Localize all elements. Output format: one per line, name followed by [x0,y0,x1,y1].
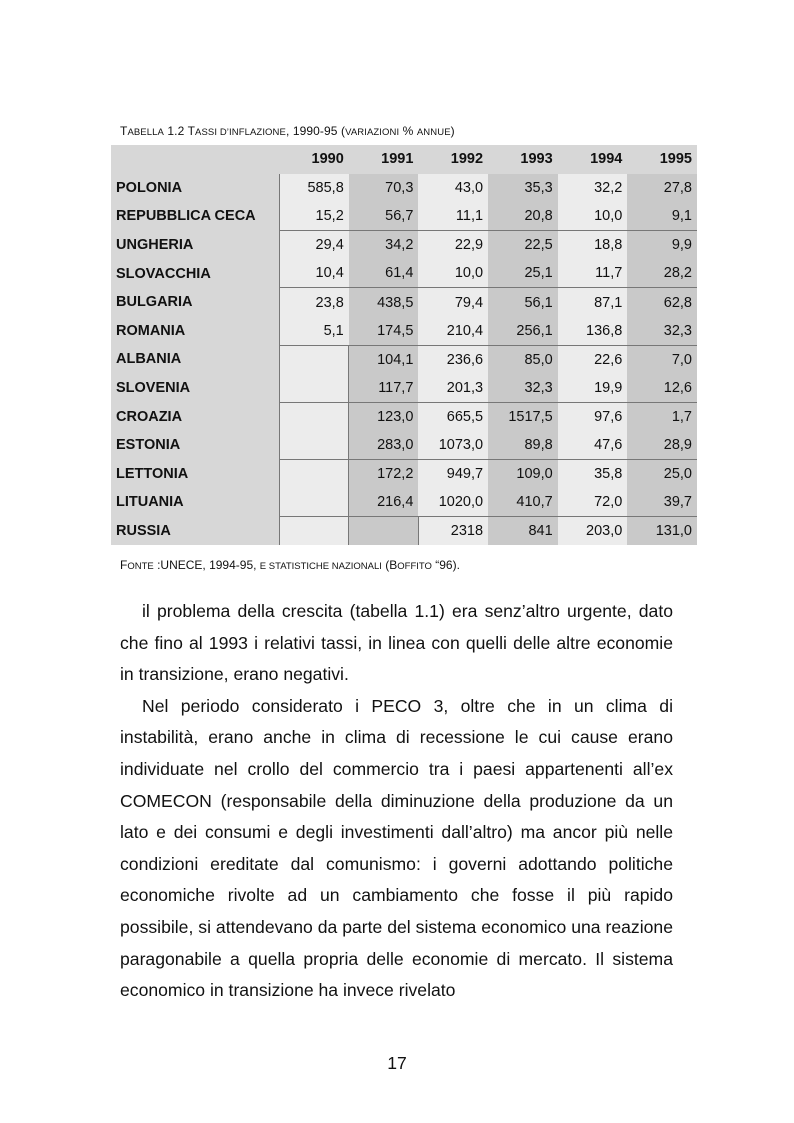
caption-text: VARIAZIONI [345,127,400,138]
value-cell: 89,8 [488,431,558,460]
source-text: OFFITO [397,561,432,572]
value-cell: 172,2 [349,460,419,489]
source-text: ONTE [127,561,154,572]
caption-text: 1.2 [163,124,188,138]
value-cell [279,345,349,374]
year-header: 1993 [488,145,558,174]
value-cell: 117,7 [349,374,419,403]
country-cell: BULGARIA [111,288,279,317]
table-caption [120,124,455,138]
country-cell: LITUANIA [111,488,279,517]
value-cell: 35,3 [488,174,558,203]
table-row [111,460,697,489]
table-row [111,517,697,546]
value-cell: 18,8 [558,231,628,260]
country-cell: ROMANIA [111,317,279,346]
table-row [111,345,697,374]
country-cell: CROAZIA [111,402,279,431]
value-cell: 97,6 [558,402,628,431]
table-source [120,558,460,572]
caption-text: ) [450,124,455,138]
country-cell: REPUBBLICA CECA [111,202,279,231]
table-row [111,259,697,288]
value-cell: 2318 [418,517,488,546]
source-text: “96). [431,558,460,572]
value-cell: 56,1 [488,288,558,317]
paragraph: il problema della crescita (tabella 1.1) era senz’altro urgente, dato che fino al 1993 i relativi tassi, in linea con quelli delle altre economie in transizione, erano negativi. [120,601,673,685]
value-cell: 56,7 [349,202,419,231]
value-cell: 109,0 [488,460,558,489]
source-text: :UNECE, 1994-95, [153,558,260,572]
table-row [111,288,697,317]
value-cell: 585,8 [279,174,349,203]
value-cell: 32,3 [627,317,697,346]
year-header: 1994 [558,145,628,174]
value-cell: 210,4 [418,317,488,346]
value-cell [349,517,419,546]
value-cell: 236,6 [418,345,488,374]
value-cell: 72,0 [558,488,628,517]
country-cell: SLOVACCHIA [111,259,279,288]
table-header-row [111,145,697,174]
caption-text: ABELLA [127,127,164,138]
value-cell [279,374,349,403]
value-cell: 9,9 [627,231,697,260]
value-cell: 11,7 [558,259,628,288]
value-cell: 23,8 [279,288,349,317]
value-cell [279,431,349,460]
country-cell: ALBANIA [111,345,279,374]
table-row [111,231,697,260]
value-cell: 12,6 [627,374,697,403]
value-cell: 11,1 [418,202,488,231]
value-cell: 104,1 [349,345,419,374]
value-cell: 9,1 [627,202,697,231]
value-cell: 22,6 [558,345,628,374]
value-cell: 85,0 [488,345,558,374]
value-cell: 841 [488,517,558,546]
table-row [111,374,697,403]
value-cell: 34,2 [349,231,419,260]
caption-text: % [399,124,417,138]
value-cell: 665,5 [418,402,488,431]
value-cell: 39,7 [627,488,697,517]
value-cell: 438,5 [349,288,419,317]
table-row [111,317,697,346]
value-cell: 87,1 [558,288,628,317]
source-text: E STATISTICHE NAZIONALI [259,561,382,572]
value-cell [279,517,349,546]
source-text: B [389,558,398,572]
value-cell [279,488,349,517]
value-cell: 29,4 [279,231,349,260]
value-cell: 43,0 [418,174,488,203]
value-cell: 7,0 [627,345,697,374]
value-cell: 70,3 [349,174,419,203]
value-cell: 949,7 [418,460,488,489]
value-cell [279,460,349,489]
caption-text: T [120,124,128,138]
table-row [111,488,697,517]
value-cell: 25,1 [488,259,558,288]
value-cell: 28,2 [627,259,697,288]
caption-text: ANNUE [416,127,451,138]
value-cell: 131,0 [627,517,697,546]
value-cell: 35,8 [558,460,628,489]
country-cell: ESTONIA [111,431,279,460]
paragraph: Nel periodo considerato i PECO 3, oltre che in un clima di instabilità, erano anche in clima di recessione le cui cause erano individuate nel crollo del commercio tra i paesi appartenenti all’ex COMECON (responsabile della diminuzione della produzione da un lato e dei consumi e degli investimenti dall’altro) ma ancor più nelle condizioni ereditate dal comunismo: i governi adottando politiche economiche rivolte ad un cambiamento che fosse il più rapido possibile, si attendevano da parte del sistema economico una reazione paragonabile a quella propria delle economie di mercato. Il sistema economico in transizione ha invece rivelato [120,695,673,1001]
value-cell: 136,8 [558,317,628,346]
value-cell: 20,8 [488,202,558,231]
value-cell: 203,0 [558,517,628,546]
year-header: 1995 [627,145,697,174]
table-corner-cell [111,145,279,174]
value-cell: 10,4 [279,259,349,288]
value-cell: 10,0 [558,202,628,231]
source-text: F [120,558,128,572]
year-header: 1991 [349,145,419,174]
value-cell: 10,0 [418,259,488,288]
value-cell [279,402,349,431]
caption-text: , 1990-95 ( [285,124,346,138]
year-header: 1992 [418,145,488,174]
caption-text: T [187,124,196,138]
country-cell: RUSSIA [111,517,279,546]
value-cell: 1517,5 [488,402,558,431]
country-cell: POLONIA [111,174,279,203]
value-cell: 1020,0 [418,488,488,517]
body-text [120,596,673,1007]
value-cell: 47,6 [558,431,628,460]
value-cell: 28,9 [627,431,697,460]
value-cell: 174,5 [349,317,419,346]
value-cell: 25,0 [627,460,697,489]
country-cell: LETTONIA [111,460,279,489]
inflation-table [111,145,697,545]
country-cell: SLOVENIA [111,374,279,403]
value-cell: 256,1 [488,317,558,346]
value-cell: 283,0 [349,431,419,460]
value-cell: 22,9 [418,231,488,260]
value-cell: 79,4 [418,288,488,317]
source-text: ( [381,558,390,572]
caption-text: ASSI D’INFLAZIONE [195,127,286,138]
value-cell: 61,4 [349,259,419,288]
value-cell: 123,0 [349,402,419,431]
value-cell: 22,5 [488,231,558,260]
value-cell: 19,9 [558,374,628,403]
table-row [111,431,697,460]
value-cell: 32,3 [488,374,558,403]
table-row [111,202,697,231]
value-cell: 5,1 [279,317,349,346]
value-cell: 27,8 [627,174,697,203]
value-cell: 201,3 [418,374,488,403]
table-row [111,174,697,203]
table-row [111,402,697,431]
year-header: 1990 [279,145,349,174]
value-cell: 32,2 [558,174,628,203]
value-cell: 15,2 [279,202,349,231]
value-cell: 216,4 [349,488,419,517]
value-cell: 62,8 [627,288,697,317]
page-number: 17 [387,1053,407,1073]
value-cell: 410,7 [488,488,558,517]
country-cell: UNGHERIA [111,231,279,260]
value-cell: 1073,0 [418,431,488,460]
value-cell: 1,7 [627,402,697,431]
